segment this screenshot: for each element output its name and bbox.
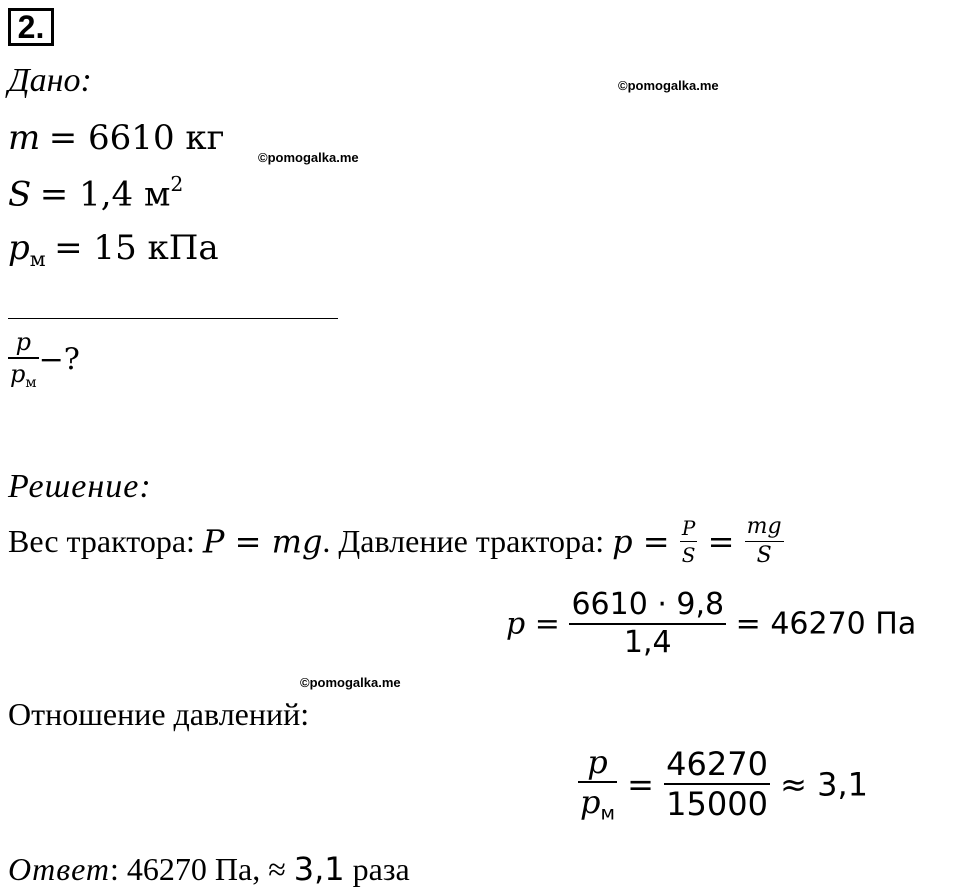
problem-number: 2.	[8, 8, 54, 46]
solution-heading: Решение:	[8, 468, 152, 505]
answer-line	[8, 850, 410, 888]
find-den-symbol: p	[10, 360, 26, 388]
ratio-equals: =	[627, 765, 654, 804]
max-pressure-value: = 15 кПа	[54, 228, 219, 268]
watermark-1: ©pomogalka.me	[618, 78, 719, 93]
ratio-num-value: 46270	[666, 745, 768, 784]
find-den-sub: м	[25, 375, 37, 392]
ratio-label: Отношение давлений:	[8, 696, 310, 732]
calc-pressure	[506, 587, 917, 660]
calc-pressure-fraction	[569, 587, 726, 660]
calc-pressure-num: 6610 · 9,8	[571, 587, 725, 622]
calc-ratio	[578, 743, 868, 825]
answer-value: 3,1	[293, 850, 345, 888]
weight-formula: P = mg	[202, 522, 323, 561]
pressure-symbol: p =	[612, 522, 680, 561]
max-pressure-symbol: p	[8, 228, 30, 268]
given-heading: Дано:	[8, 62, 92, 99]
solution-line1	[8, 516, 784, 567]
find-fraction	[8, 330, 39, 390]
find-suffix: −?	[38, 342, 80, 378]
area-value: = 1,4 м	[39, 174, 171, 215]
mass-symbol: m	[8, 118, 41, 158]
ratio-fraction-symbolic	[578, 743, 617, 825]
watermark-2: ©pomogalka.me	[258, 150, 359, 165]
calc-pressure-den: 1,4	[623, 625, 672, 660]
ratio-result: ≈ 3,1	[780, 765, 868, 804]
divider	[8, 318, 338, 319]
ratio-den-value: 15000	[666, 785, 768, 824]
calc-pressure-rhs: = 46270 Па	[735, 606, 917, 642]
find-expression	[8, 330, 80, 390]
area-exponent: 2	[170, 172, 184, 196]
area-symbol: S	[8, 174, 32, 215]
weight-label: Вес трактора:	[8, 523, 203, 559]
frac1-bar	[680, 541, 698, 542]
given-max-pressure	[8, 228, 219, 271]
ratio-den-p: p	[580, 783, 601, 821]
ratio-den-sub: м	[600, 801, 615, 825]
find-den	[8, 362, 39, 390]
pressure-label: . Давление трактора:	[322, 523, 613, 559]
max-pressure-sub: м	[29, 247, 46, 272]
ratio-num-symbol: p	[587, 743, 608, 781]
frac2-bar	[745, 541, 784, 542]
frac2-num: mg	[746, 514, 782, 539]
calc-pressure-lhs: p =	[506, 606, 560, 642]
answer-label: Ответ	[8, 851, 110, 887]
given-mass	[8, 118, 224, 158]
ratio-den-symbol	[578, 783, 617, 825]
watermark-3: ©pomogalka.me	[300, 675, 401, 690]
fraction-mg-over-s	[745, 516, 784, 567]
find-num: p	[15, 328, 31, 356]
frac1-den: S	[681, 543, 696, 567]
fraction-p-over-s	[680, 518, 698, 565]
ratio-fraction-numeric	[664, 745, 770, 824]
equals-sign: =	[697, 522, 745, 561]
answer-unit: раза	[344, 851, 410, 887]
frac2-den: S	[756, 543, 772, 568]
mass-value: = 6610 кг	[48, 118, 225, 158]
find-fraction-bar	[8, 357, 39, 359]
given-area	[8, 172, 183, 214]
answer-text: : 46270 Па, ≈	[110, 851, 294, 887]
frac1-num: P	[681, 516, 696, 540]
